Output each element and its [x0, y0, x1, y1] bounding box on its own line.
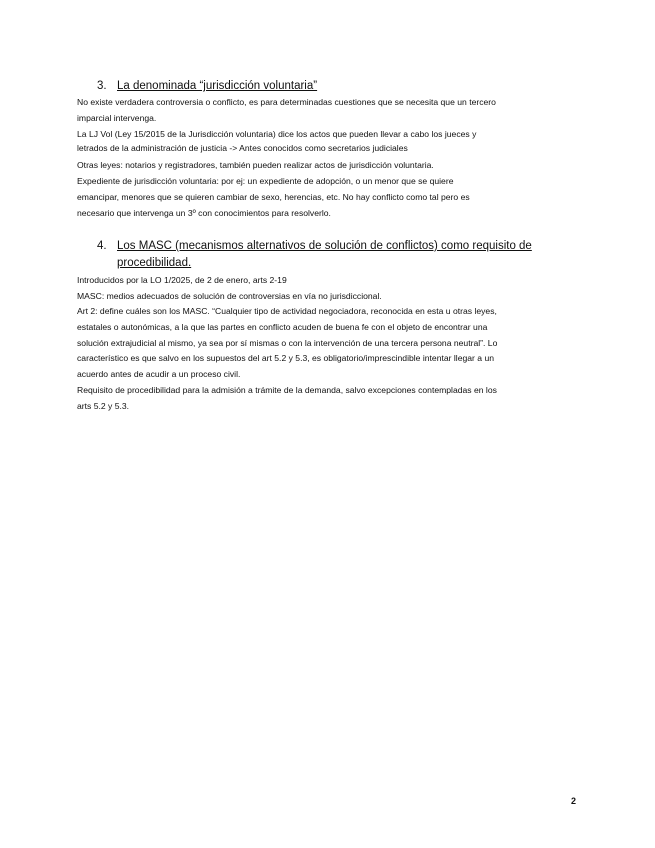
section-title: La denominada “jurisdicción voluntaria”	[117, 80, 318, 92]
paragraph-line: arts 5.2 y 5.3.	[77, 401, 130, 411]
paragraph-line: Requisito de procedibilidad para la admisión a trámite de la demanda, salvo excepciones contempladas en los	[77, 385, 497, 395]
section-number: 4.	[97, 240, 107, 252]
section-title: Los MASC (mecanismos alternativos de solución de conflictos) como requisito de	[117, 240, 532, 252]
paragraph-line: solución extrajudicial al mismo, ya sea por sí mismas o con la intervención de una tercera persona neutral”. Lo	[77, 338, 498, 348]
paragraph-line: emancipar, menores que se quieren cambiar de sexo, herencias, etc. No hay conflicto como tal pero es	[77, 192, 470, 202]
paragraph-line: Expediente de jurisdicción voluntaria: por ej: un expediente de adopción, o un menor que se quiere	[77, 176, 454, 186]
paragraph-line: imparcial intervenga.	[77, 113, 157, 123]
paragraph-line: Art 2: define cuáles son los MASC. “Cualquier tipo de actividad negociadora, reconocida en esta u otras leyes,	[77, 306, 497, 316]
paragraph-line: La LJ Vol (Ley 15/2015 de la Jurisdicción voluntaria) dice los actos que pueden llevar a cabo los jueces y	[77, 129, 477, 139]
section-title-continued: procedibilidad.	[117, 257, 192, 269]
paragraph-line: MASC: medios adecuados de solución de controversias en vía no jurisdiccional.	[77, 291, 382, 301]
paragraph-line: letrados de la administración de justicia -> Antes conocidos como secretarios judiciales	[77, 143, 408, 153]
page-number: 2	[571, 796, 577, 806]
paragraph-line: característico es que salvo en los supuestos del art 5.2 y 5.3, es obligatorio/imprescindible intentar llegar a un	[77, 353, 495, 363]
paragraph-line: acuerdo antes de acudir a un proceso civil.	[77, 369, 241, 379]
paragraph-line: estatales o autonómicas, a la que las partes en conflicto acuden de buena fe con el objeto de encontrar una	[77, 322, 488, 332]
paragraph-line: necesario que intervenga un 3º con conocimientos para resolverlo.	[77, 208, 331, 218]
paragraph-line: No existe verdadera controversia o conflicto, es para determinadas cuestiones que se necesita que un tercero	[77, 97, 496, 107]
paragraph-line: Otras leyes: notarios y registradores, también pueden realizar actos de jurisdicción voluntaria.	[77, 160, 434, 170]
paragraph-line: Introducidos por la LO 1/2025, de 2 de enero, arts 2-19	[77, 275, 287, 285]
section-number: 3.	[97, 80, 107, 92]
